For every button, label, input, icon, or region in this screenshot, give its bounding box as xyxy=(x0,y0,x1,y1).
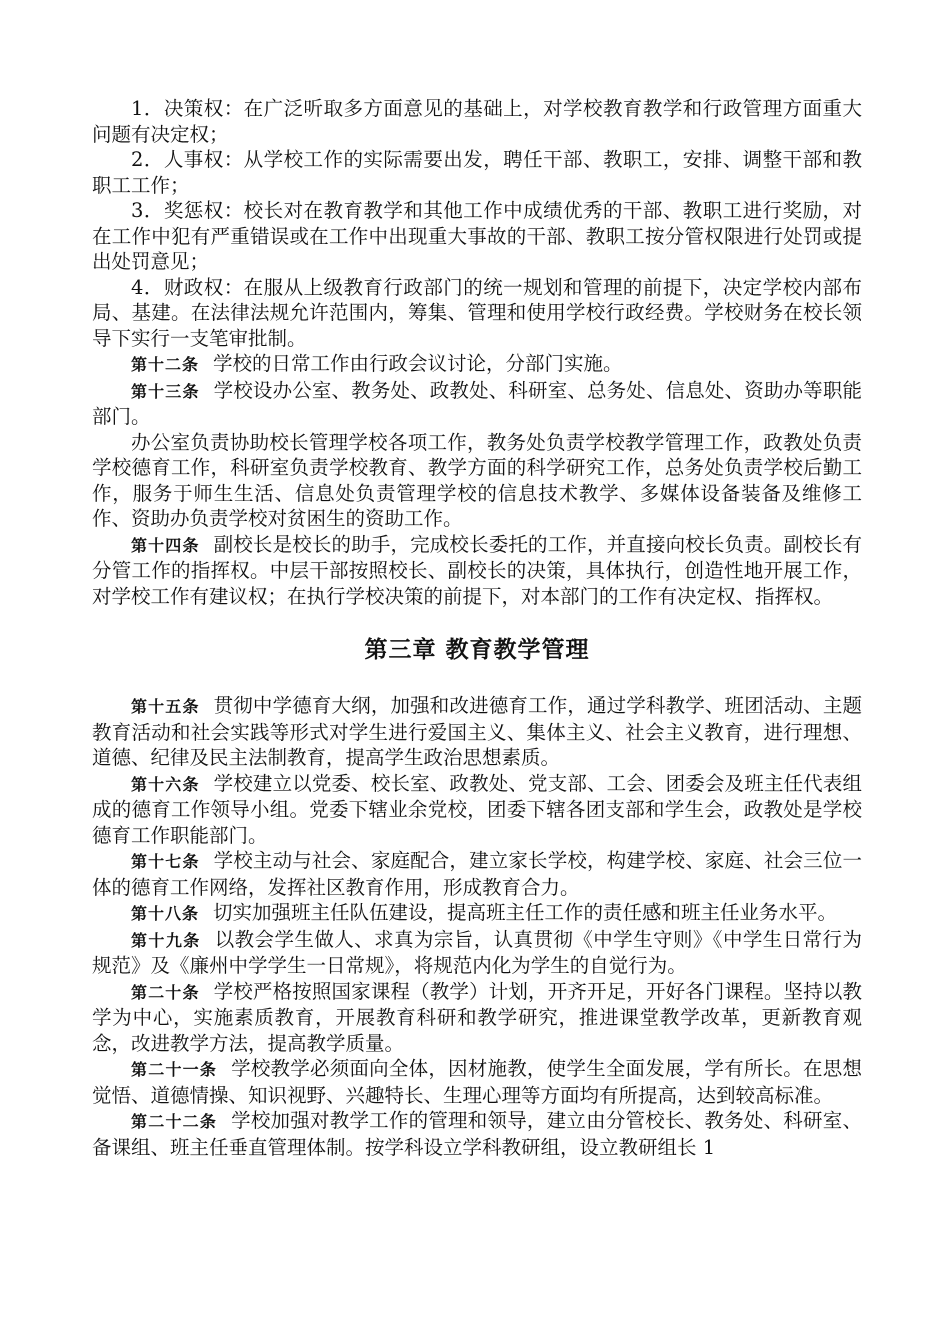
article-18 xyxy=(92,900,862,927)
article-20 xyxy=(92,979,862,1057)
article-14 xyxy=(92,532,862,610)
power-personnel: 2．人事权：从学校工作的实际需要出发，聘任干部、教职工，安排、调整干部和教职工工作； xyxy=(92,148,862,197)
article-label: 第二十二条 xyxy=(131,1112,218,1131)
article-text: 切实加强班主任队伍建设，提高班主任工作的责任感和班主任业务水平。 xyxy=(213,901,838,924)
article-label: 第十八条 xyxy=(131,904,200,923)
article-16 xyxy=(92,771,862,849)
power-finance: 4．财政权：在服从上级教育行政部门的统一规划和管理的前提下，决定学校内部布局、基建。在法律法规允许范围内，筹集、管理和使用学校行政经费。学校财务在校长领导下实行一支笔审批制。 xyxy=(92,275,862,350)
article-label: 第十三条 xyxy=(131,381,200,401)
article-text: 学校加强对教学工作的管理和领导，建立由分管校长、教务处、科研室、备课组、班主任垂直管理体制。按学科设立学科教研组，设立教研组长 1 xyxy=(92,1109,862,1159)
article-15 xyxy=(92,693,862,771)
power-decision: 1．决策权：在广泛听取多方面意见的基础上，对学校教育教学和行政管理方面重大问题有决定权； xyxy=(92,97,862,146)
article-text: 贯彻中学德育大纲，加强和改进德育工作，通过学科教学、班团活动、主题教育活动和社会实践等形式对学生进行爱国主义、集体主义、社会主义教育，进行理想、道德、纪律及民主法制教育，提高学生政治思想素质。 xyxy=(92,694,862,769)
article-text: 副校长是校长的助手，完成校长委托的工作，并直接向校长负责。副校长有分管工作的指挥权。中层干部按照校长、副校长的决策，具体执行，创造性地开展工作，对学校工作有建议权；在执行学校决策的前提下，对本部门的工作有决定权、指挥权。 xyxy=(92,532,862,608)
document-page xyxy=(92,96,862,1160)
article-text: 学校教学必须面向全体，因材施教，使学生全面发展，学有所长。在思想觉悟、道德情操、知识视野、兴趣特长、生理心理等方面均有所提高，达到较高标准。 xyxy=(92,1057,862,1107)
article-text: 学校建立以党委、校长室、政教处、党支部、工会、团委会及班主任代表组成的德育工作领导小组。党委下辖业余党校，团委下辖各团支部和学生会，政教处是学校德育工作职能部门。 xyxy=(92,771,862,847)
article-text: 以教会学生做人、求真为宗旨，认真贯彻《中学生守则》《中学生日常行为规范》及《廉州中学学生一日常规》，将规范内化为学生的自觉行为。 xyxy=(92,927,862,977)
article-label: 第十四条 xyxy=(131,535,200,555)
article-label: 第二十一条 xyxy=(131,1060,218,1079)
power-reward-punishment: 3．奖惩权：校长对在教育教学和其他工作中成绩优秀的干部、教职工进行奖励，对在工作中犯有严重错误或在工作中出现重大事故的干部、教职工按分管权限进行处罚或提出处罚意见； xyxy=(92,199,862,273)
article-label: 第十七条 xyxy=(131,852,200,871)
article-label: 第二十条 xyxy=(131,982,200,1002)
article-13 xyxy=(92,378,862,430)
article-21 xyxy=(92,1056,862,1108)
article-12 xyxy=(92,351,862,378)
article-label: 第十二条 xyxy=(131,355,200,374)
article-19 xyxy=(92,927,862,979)
article-text: 学校设办公室、教务处、政教处、科研室、总务处、信息处、资助办等职能部门。 xyxy=(92,378,862,428)
article-label: 第十六条 xyxy=(131,774,200,794)
article-22 xyxy=(92,1108,862,1160)
article-text: 学校严格按照国家课程（教学）计划，开齐开足，开好各门课程。坚持以教学为中心，实施素质教育，开展教育科研和教学研究，推进课堂教学改革，更新教育观念，改进教学方法，提高教学质量。 xyxy=(92,979,862,1055)
article-label: 第十九条 xyxy=(131,930,201,950)
article-17 xyxy=(92,848,862,900)
department-duties: 办公室负责协助校长管理学校各项工作，教务处负责学校教学管理工作，政教处负责学校德育工作，科研室负责学校教育、教学方面的科学研究工作，总务处负责学校后勤工作，服务于师生生活、信息处负责管理学校的信息技术教学、多媒体设备装备及维修工作、资助办负责学校对贫困生的资助工作。 xyxy=(92,430,862,530)
article-text: 学校主动与社会、家庭配合，建立家长学校，构建学校、家庭、社会三位一体的德育工作网络，发挥社区教育作用，形成教育合力。 xyxy=(92,849,862,899)
chapter-title: 第三章 教育教学管理 xyxy=(364,637,590,663)
article-text: 学校的日常工作由行政会议讨论，分部门实施。 xyxy=(213,352,623,375)
article-label: 第十五条 xyxy=(131,697,200,716)
